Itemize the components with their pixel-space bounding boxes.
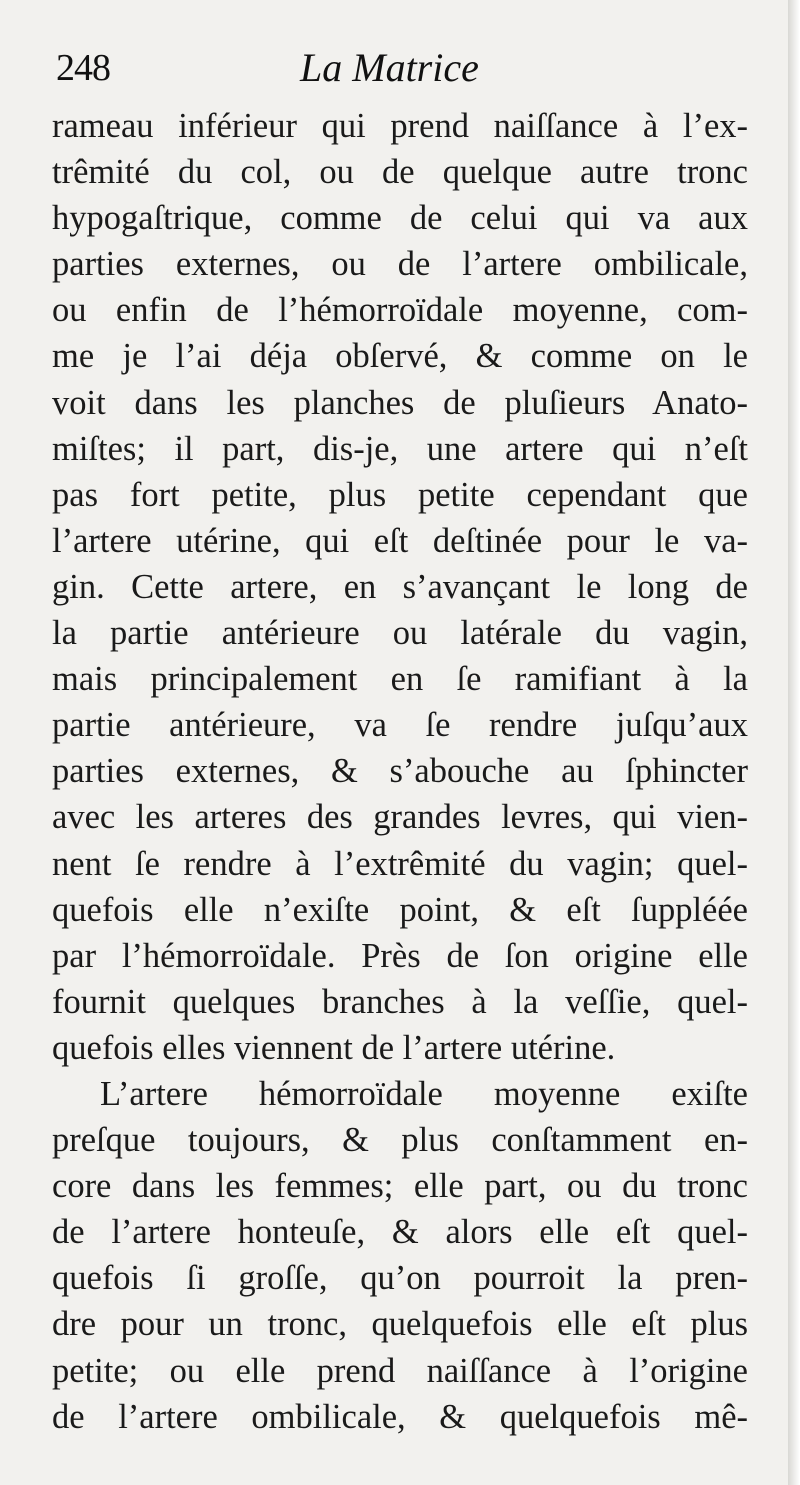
text-line: quefois ſi groſſe, qu’on pourroit la pren- (52, 1259, 748, 1298)
text-line: trêmité du col, ou de quelque autre tronc (52, 153, 748, 192)
text-line: rameau inférieur qui prend naiſſance à l’ex- (52, 107, 748, 145)
text-line: fournit quelques branches à la veſſie, quel- (52, 982, 748, 1021)
text-line: ou enfin de l’hémorroïdale moyenne, com- (52, 291, 748, 330)
text-line: nent ſe rendre à l’extrêmité du vagin; quel- (52, 844, 748, 883)
text-line: preſque toujours, & plus conſtamment en- (52, 1121, 748, 1160)
text-body (52, 103, 748, 1440)
text-line: hypogaſtrique, comme de celui qui va aux (52, 199, 748, 238)
text-line: avec les arteres des grandes levres, qui vien- (52, 798, 748, 837)
page-number: 248 (56, 47, 110, 89)
text-line: pas fort petite, plus petite cependant que (52, 475, 748, 514)
text-line: mais principalement en ſe ramifiant à la (52, 660, 748, 699)
text-line: par l’hémorroïdale. Près de ſon origine elle (52, 936, 748, 975)
paragraph (52, 1071, 748, 1440)
text-line: miſtes; il part, dis-je, une artere qui n’eſt (52, 429, 748, 468)
text-line: de l’artere honteuſe, & alors elle eſt quel- (52, 1213, 748, 1252)
paragraph (52, 103, 748, 1071)
page-edge (788, 0, 800, 1485)
page-header (0, 42, 800, 102)
text-line: de l’artere ombilicale, & quelquefois mê- (52, 1397, 748, 1436)
text-line: L’artere hémorroïdale moyenne exiſte (100, 1074, 748, 1113)
text-line: core dans les femmes; elle part, ou du tronc (52, 1167, 748, 1206)
text-line: dre pour un tronc, quelquefois elle eſt plus (52, 1305, 748, 1344)
text-line: l’artere utérine, qui eſt deſtinée pour le va- (52, 521, 748, 560)
text-line: gin. Cette artere, en s’avançant le long de (52, 567, 748, 606)
text-line: la partie antérieure ou latérale du vagin, (52, 614, 748, 653)
text-line: quefois elle n’exiſte point, & eſt ſuppléée (52, 890, 748, 929)
text-line: partie antérieure, va ſe rendre juſqu’aux (52, 706, 748, 745)
text-line: voit dans les planches de pluſieurs Anato- (52, 383, 748, 422)
text-line: quefois elles viennent de l’artere utérine. (52, 1028, 616, 1067)
text-line: parties externes, & s’abouche au ſphincter (52, 752, 748, 791)
text-line: me je l’ai déja obſervé, & comme on le (52, 337, 748, 376)
text-line: parties externes, ou de l’artere ombilicale, (52, 245, 748, 284)
text-line: petite; ou elle prend naiſſance à l’origine (52, 1351, 748, 1390)
running-title: La Matrice (300, 45, 479, 90)
